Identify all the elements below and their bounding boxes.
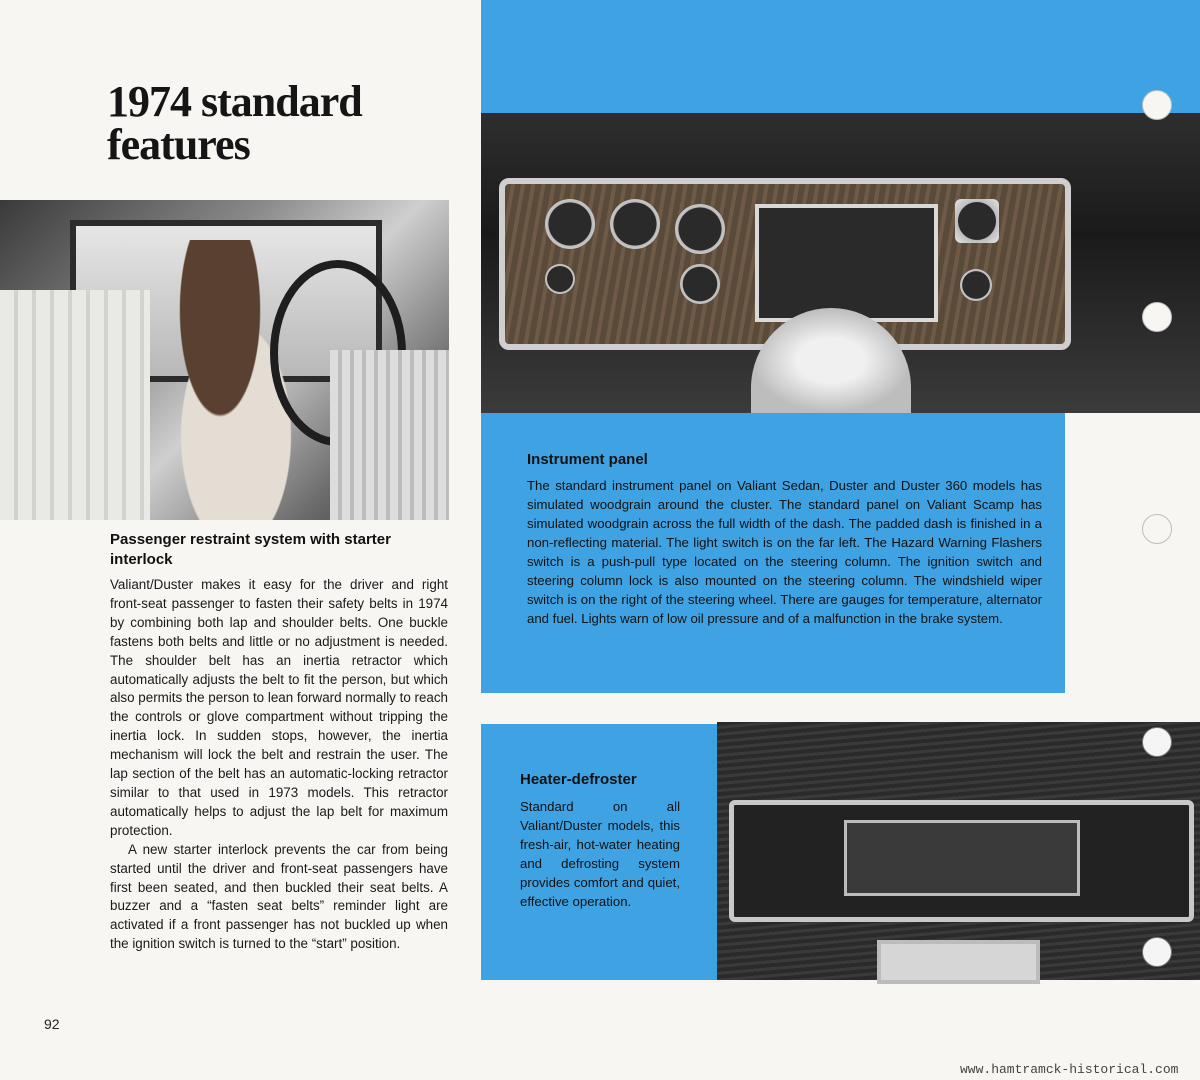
binder-hole-icon <box>1142 514 1172 544</box>
heater-heading: Heater-defroster <box>520 771 637 788</box>
heater-body: Standard on all Valiant/Duster models, this fresh-air, hot-water heating and defrosting system provides comfort and quiet, effective operation. <box>520 799 680 909</box>
binder-hole-icon <box>1142 937 1172 967</box>
restraint-heading: Passenger restraint system with starter interlock <box>110 531 391 568</box>
heater-photo <box>717 722 1200 980</box>
binder-hole-icon <box>1142 302 1172 332</box>
watermark: www.hamtramck-historical.com <box>960 1062 1179 1077</box>
page-number: 92 <box>44 1016 60 1032</box>
blue-header-block <box>481 0 1200 113</box>
instrument-panel-photo <box>481 113 1200 413</box>
binder-hole-icon <box>1142 90 1172 120</box>
instrument-panel-body: The standard instrument panel on Valiant Sedan, Duster and Duster 360 models has simulated woodgrain around the cluster. The standard panel on Valiant Scamp has simulated woodgrain across the full width of the dash. The padded dash is finished in a non-reflecting material. The light switch is on the far left. The Hazard Warning Flashers switch is a push-pull type located on the steering column. The ignition switch and steering column lock is also mounted on the steering column. The windshield wiper switch is on the right of the steering wheel. There are gauges for temperature, alternator and fuel. Lights warn of low oil pressure and of a malfunction in the brake system. <box>527 478 1042 626</box>
restraint-paragraph-1: Valiant/Duster makes it easy for the driver and right front-seat passenger to fasten their safety belts in 1974 by combining both lap and shoulder belts. One buckle fastens both belts and little or no adjustment is needed. The shoulder belt has an inertia retractor which automatically adjusts the belt to fit the person, but which also permits the person to lean forward normally to reach the controls or glove compartment without tripping the inertia lock. In sudden stops, however, the inertia mechanism will lock the belt and restrain the user. The lap section of the belt has an automatic-locking retractor similar to that used in 1973 models. This retractor automatically helps to adjust the lap belt for maximum protection. <box>110 577 448 838</box>
page-title: 1974 standard features <box>107 77 362 169</box>
instrument-panel-heading: Instrument panel <box>527 451 648 468</box>
restraint-body <box>110 576 448 954</box>
binder-hole-icon <box>1142 727 1172 757</box>
seatbelt-photo <box>0 200 449 520</box>
restraint-paragraph-2: A new starter interlock prevents the car from being started until the driver and front-seat passengers have first been seated, and then buckled their seat belts. A buzzer and a “fasten seat belts” reminder light are activated if a front passenger has not buckled up when the ignition switch is turned to the “start” position. <box>110 841 448 952</box>
